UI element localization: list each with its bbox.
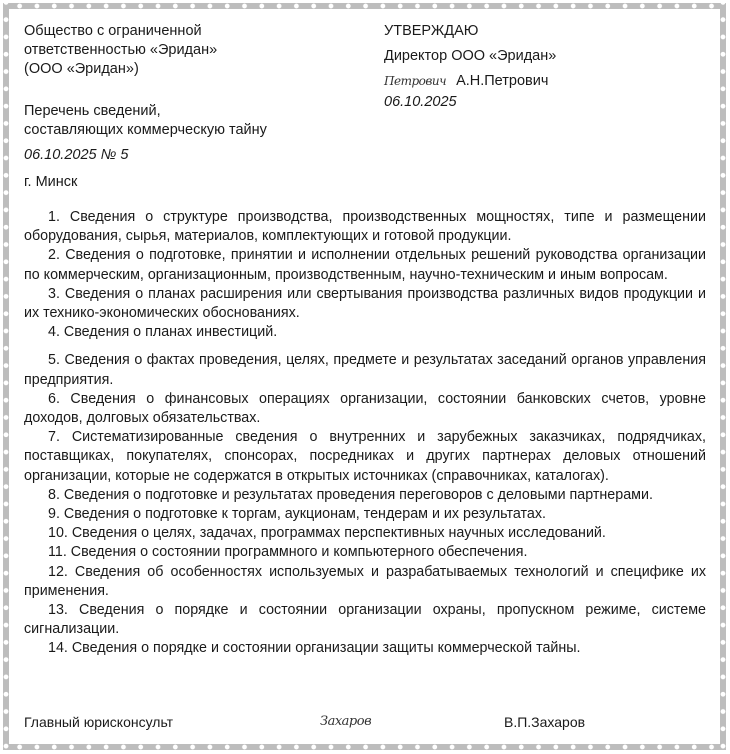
list-item: 11. Сведения о состоянии программного и компьютерного обеспечения. (48, 544, 528, 561)
list-item: 2. Сведения о подготовке, принятии и исполнении отдельных решений руководства организации по коммерческим, организационным, производственным, научно-техническим и иным вопросам. (24, 247, 706, 283)
org-short-name: (ООО «Эридан») (24, 61, 139, 77)
border-left (3, 3, 9, 750)
signer-name: В.П.Захаров (504, 714, 586, 730)
header-left (24, 22, 354, 192)
doc-date-number: 06.10.2025 № 5 (24, 147, 129, 163)
list-item: 3. Сведения о планах расширения или свертывания производства различных видов продукции и их технико-экономических обоснованиях. (24, 285, 706, 322)
approval-block (384, 22, 704, 115)
list-item: 13. Сведения о порядке и состоянии организации охраны, пропускном режиме, системе сигнализации. (24, 602, 706, 638)
list-item: 12. Сведения об особенностях используемых и разрабатываемых технологий и специфике их применения. (24, 563, 706, 599)
signer-position: Главный юрисконсульт (24, 714, 174, 730)
signer-signature: Захаров (320, 714, 372, 729)
list-item: 1. Сведения о структуре производства, производственных мощностях, типе и размещении оборудования, сырья, материалов, комплектующих и готовой продукции. (24, 209, 706, 245)
org-name-line: Общество с ограниченной (24, 23, 202, 39)
list-item: 4. Сведения о планах инвестиций. (48, 324, 278, 341)
list-item: 10. Сведения о целях, задачах, программах перспективных научных исследований. (48, 525, 606, 542)
list-item: 8. Сведения о подготовке и результатах проведения переговоров с деловыми партнерами. (48, 486, 653, 503)
border-right (720, 3, 726, 750)
list-item: 6. Сведения о финансовых операциях организации, состоянии банковских счетов, уровне доходов, долговых обязательствах. (24, 390, 706, 427)
director-signature: Петрович (384, 74, 447, 88)
doc-title-line: Перечень сведений, (24, 103, 161, 119)
border-top (3, 3, 726, 9)
approval-date: 06.10.2025 (384, 94, 457, 110)
signature-footer (24, 714, 706, 734)
doc-place: г. Минск (24, 174, 78, 190)
border-bottom (3, 744, 726, 750)
approver-position: Директор ООО «Эридан» (384, 48, 557, 64)
org-name-line: ответственностью «Эридан» (24, 42, 218, 58)
items-list (24, 208, 706, 659)
list-item: 7. Систематизированные сведения о внутренних и зарубежных заказчиках, подрядчиках, поставщиках, покупателях, спонсорах, посредниках и других партнерах деловых отношений организации, которые не содержатся в открытых источниках (справочниках, каталогах). (24, 429, 706, 484)
approval-heading: УТВЕРЖДАЮ (384, 23, 479, 39)
list-item: 9. Сведения о подготовке к торгам, аукционам, тендерам и их результатах. (48, 506, 546, 523)
doc-title-line: составляющих коммерческую тайну (24, 122, 267, 138)
list-item: 5. Сведения о фактах проведения, целях, предмете и результатах заседаний органов управления предприятия. (24, 352, 706, 388)
approver-name: А.Н.Петрович (456, 73, 549, 89)
list-item: 14. Сведения о порядке и состоянии организации защиты коммерческой тайны. (48, 640, 581, 657)
